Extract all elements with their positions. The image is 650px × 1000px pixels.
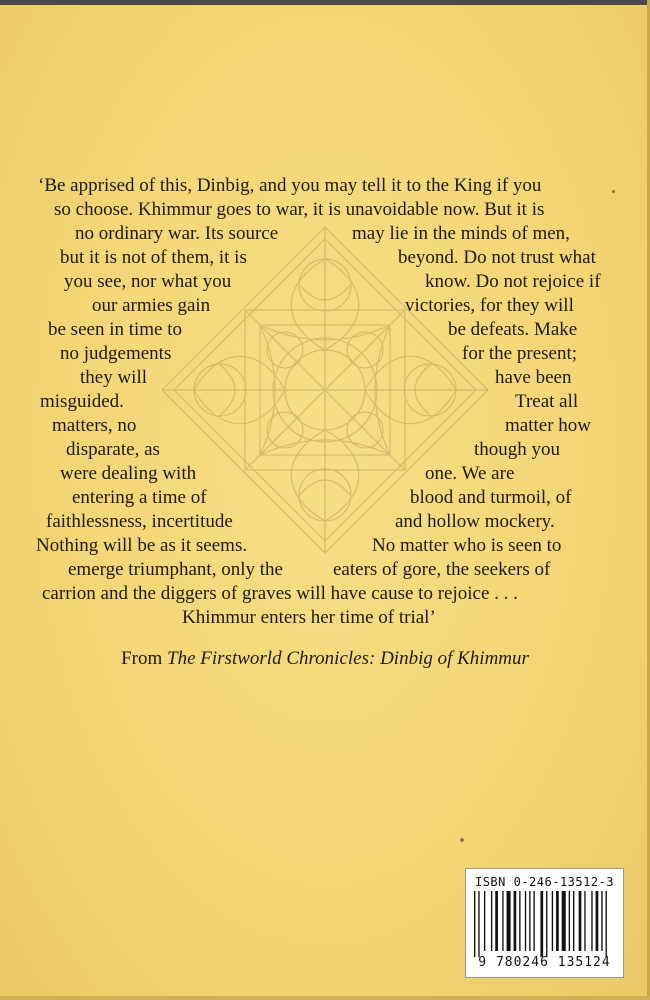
attribution-title: The Firstworld Chronicles: Dinbig of Khimmur (167, 648, 529, 669)
blurb-line: but it is not of them, it is (60, 247, 247, 268)
blurb-line: beyond. Do not trust what (398, 247, 596, 268)
blurb-line: no judgements (60, 343, 172, 364)
blurb-line: be defeats. Make (448, 319, 578, 340)
blurb-line: carrion and the diggers of graves will have cause to rejoice . . . (42, 583, 518, 604)
blurb-line: be seen in time to (48, 319, 183, 340)
blurb-line: Khimmur enters her time of trial’ (182, 607, 436, 628)
blurb-line: disparate, as (66, 439, 160, 460)
blurb-line: misguided. (40, 391, 124, 412)
isbn-label: ISBN 0-246-13512-3 (474, 875, 615, 889)
attribution-line (0, 648, 650, 670)
blurb-line: Treat all (515, 391, 579, 412)
blurb-line: they will (80, 367, 148, 388)
bottom-edge (0, 996, 650, 1000)
ean-digits: 9 780246 135124 (478, 955, 611, 970)
blurb-line: faithlessness, incertitude (46, 511, 233, 532)
isbn-barcode (465, 868, 624, 978)
blurb-line: so choose. Khimmur goes to war, it is unavoidable now. But it is (54, 199, 545, 220)
cover-speck (460, 838, 464, 842)
blurb-line: for the present; (462, 343, 578, 364)
blurb-line: blood and turmoil, of (410, 487, 572, 508)
blurb-line: you see, nor what you (64, 271, 232, 292)
blurb-line: know. Do not rejoice if (425, 271, 601, 292)
barcode-bars (472, 891, 617, 957)
blurb-line: have been (495, 367, 572, 388)
blurb-line: though you (474, 439, 561, 460)
blurb-line: emerge triumphant, only the (68, 559, 283, 580)
blurb-line: eaters of gore, the seekers of (333, 559, 551, 580)
blurb-line: were dealing with (60, 463, 197, 484)
blurb-line: Nothing will be as it seems. (36, 535, 248, 556)
cover-speck (612, 190, 615, 193)
blurb-line: no ordinary war. Its source (75, 223, 279, 244)
blurb-line: victories, for they will (405, 295, 574, 316)
blurb-line: and hollow mockery. (395, 511, 555, 532)
blurb-line: one. We are (425, 463, 515, 484)
attribution-prefix: From (121, 648, 163, 669)
blurb-line: may lie in the minds of men, (352, 223, 570, 244)
blurb-line: entering a time of (72, 487, 207, 508)
blurb-line: matters, no (52, 415, 137, 436)
blurb-line: our armies gain (92, 295, 211, 316)
blurb-line: ‘Be apprised of this, Dinbig, and you may tell it to the King if you (38, 175, 542, 196)
blurb-line: matter how (505, 415, 592, 436)
blurb-line: No matter who is seen to (372, 535, 562, 556)
